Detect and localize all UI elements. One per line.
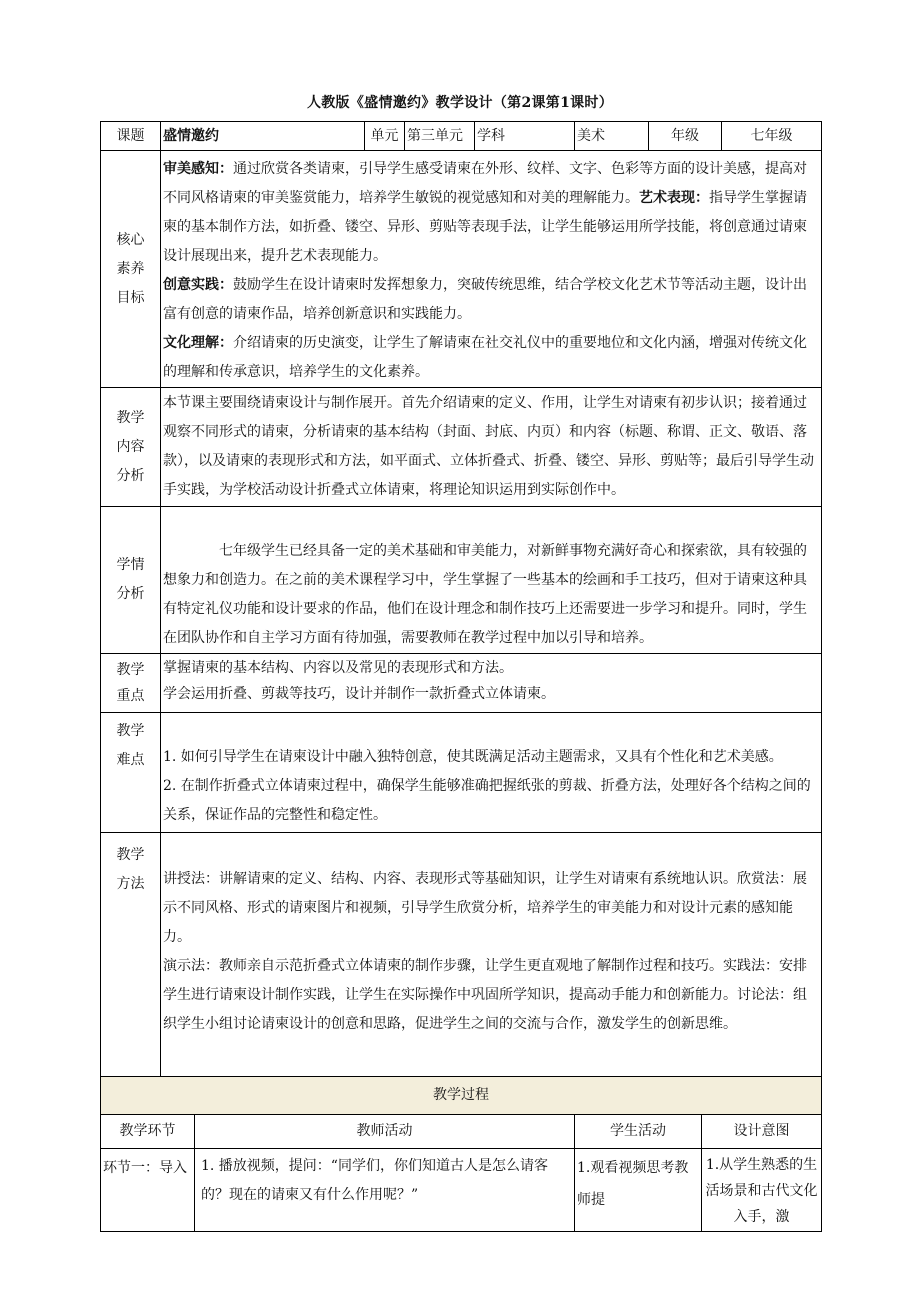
aesthetic-text: 通过欣赏各类请柬，引导学生感受请柬在外形、纹样、文字、色彩等方面的设计美感，提高对不同风格请柬的审美鉴赏能力，培养学生敏锐的视觉感知和对美的理解能力。 <box>163 161 807 206</box>
unit-label: 单元 <box>365 122 405 151</box>
column-header: 学生活动 <box>575 1115 702 1149</box>
methods-label-line: 教学 <box>116 847 145 863</box>
culture-paragraph <box>163 329 819 387</box>
difficulties-row <box>101 713 822 833</box>
creative-heading: 创意实践： <box>163 277 233 293</box>
teacher-activity-cell: 1. 播放视频，提问：“同学们，你们知道古人是怎么请客的？现在的请柬又有什么作用呢？” <box>195 1149 575 1232</box>
grade-label: 年级 <box>649 122 722 151</box>
difficulty-label-line: 难点 <box>116 752 145 768</box>
art-heading: 艺术表现： <box>639 190 709 206</box>
key-point-item: 掌握请柬的基本结构、内容以及常见的表现形式和方法。 <box>163 660 513 676</box>
subject-value: 美术 <box>575 122 649 151</box>
student-analysis-label <box>101 507 161 654</box>
difficulty-label-line: 教学 <box>116 723 145 739</box>
core-label-line: 目标 <box>116 289 145 306</box>
key-points-content <box>161 654 822 713</box>
aesthetic-heading: 审美感知： <box>163 161 233 177</box>
grade-value: 七年级 <box>722 122 822 151</box>
methods-paragraph: 讲授法：讲解请柬的定义、结构、内容、表现形式等基础知识，让学生对请柬有系统地认识。欣赏法：展示不同风格、形式的请柬图片和视频，引导学生欣赏分析，培养学生的审美能力和对设计元素的感知能力。 <box>163 871 807 945</box>
column-header: 教师活动 <box>195 1115 575 1149</box>
subject-label: 学科 <box>475 122 575 151</box>
topic-value: 盛情邀约 <box>161 122 365 151</box>
core-goals-row <box>101 151 822 388</box>
methods-label <box>101 833 161 1077</box>
student-analysis-text: 七年级学生已经具备一定的美术基础和审美能力，对新鲜事物充满好奇心和探索欲，具有较强的想象力和创造力。在之前的美术课程学习中，学生掌握了一些基本的绘画和手工技巧，但对于请柬这种具有特定礼仪功能和设计要求的作品，他们在设计理念和制作技巧上还需要进一步学习和提升。同时，学生在团队协作和自主学习方面有待加强，需要教师在教学过程中加以引导和培养。 <box>161 507 822 654</box>
culture-heading: 文化理解： <box>163 335 233 351</box>
difficulty-item: 1. 如何引导学生在请柬设计中融入独特创意，使其既满足活动主题需求，又具有个性化和艺术美感。 <box>163 749 783 765</box>
difficulties-label <box>101 713 161 833</box>
key-label-line: 教学 <box>116 662 145 678</box>
content-label-line: 教学 <box>116 409 145 426</box>
process-row <box>101 1149 822 1232</box>
core-label-line: 素养 <box>116 260 145 277</box>
process-header-row <box>101 1115 822 1149</box>
content-label-line: 分析 <box>116 467 145 484</box>
culture-text: 介绍请柬的历史演变，让学生了解请柬在社交礼仪中的重要地位和文化内涵，增强对传统文化的理解和传承意识，培养学生的文化素养。 <box>163 335 807 380</box>
methods-paragraph: 演示法：教师亲自示范折叠式立体请柬的制作步骤，让学生更直观地了解制作过程和技巧。实践法：安排学生进行请柬设计制作实践，让学生在实际操作中巩固所学知识，提高动手能力和创新能力。讨论法：组织学生小组讨论请柬设计的创意和思路，促进学生之间的交流与合作，激发学生的创新思维。 <box>163 958 807 1032</box>
process-title: 教学过程 <box>101 1077 822 1115</box>
creative-text: 鼓励学生在设计请柬时发挥想象力，突破传统思维，结合学校文化艺术节等活动主题，设计出富有创意的请柬作品，培养创新意识和实践能力。 <box>163 277 807 322</box>
document-title: 人教版《盛情邀约》教学设计（第2课第1课时） <box>306 95 614 111</box>
core-label-line: 核心 <box>116 231 145 248</box>
creative-paragraph <box>163 271 819 329</box>
student-label-line: 学情 <box>116 557 145 573</box>
header-row <box>101 122 822 151</box>
content-analysis-row <box>101 388 822 507</box>
topic-label: 课题 <box>101 122 161 151</box>
key-points-row <box>101 654 822 713</box>
core-goals-label <box>101 151 161 388</box>
methods-content <box>161 833 822 1077</box>
student-label-line: 分析 <box>116 586 145 602</box>
content-label-line: 内容 <box>116 438 145 455</box>
student-activity-cell: 1.观看视频思考教师提 <box>575 1149 702 1232</box>
lesson-plan-table <box>100 121 821 1232</box>
column-header: 设计意图 <box>702 1115 822 1149</box>
art-text: 指导学生掌握请柬的基本制作方法，如折叠、镂空、异形、剪贴等表现手法，让学生能够运用所学技能，将创意通过请柬设计展现出来，提升艺术表现能力。 <box>163 190 807 264</box>
stage-cell: 环节一：导入 <box>101 1149 195 1232</box>
aesthetic-paragraph <box>163 155 819 271</box>
difficulty-item: 2. 在制作折叠式立体请柬过程中，确保学生能够准确把握纸张的剪裁、折叠方法，处理好各个结构之间的关系，保证作品的完整性和稳定性。 <box>163 778 811 823</box>
student-analysis-row <box>101 507 822 654</box>
key-label-line: 重点 <box>116 688 145 704</box>
content-analysis-text: 本节课主要围绕请柬设计与制作展开。首先介绍请柬的定义、作用，让学生对请柬有初步认识；接着通过观察不同形式的请柬，分析请柬的基本结构（封面、封底、内页）和内容（标题、称谓、正文、敬语、落款），以及请柬的表现形式和方法，如平面式、立体折叠式、折叠、镂空、异形、剪贴等；最后引导学生动手实践，为学校活动设计折叠式立体请柬，将理论知识运用到实际创作中。 <box>161 388 822 507</box>
content-analysis-label <box>101 388 161 507</box>
design-intent-cell: 1.从学生熟悉的生活场景和古代文化入手，激 <box>702 1149 822 1232</box>
core-goals-content <box>161 151 822 388</box>
unit-value: 第三单元 <box>405 122 475 151</box>
key-point-item: 学会运用折叠、剪裁等技巧，设计并制作一款折叠式立体请柬。 <box>163 686 555 702</box>
difficulties-content <box>161 713 822 833</box>
key-points-label <box>101 654 161 713</box>
methods-label-line: 方法 <box>116 876 145 892</box>
methods-row <box>101 833 822 1077</box>
process-title-row <box>101 1077 822 1115</box>
column-header: 教学环节 <box>101 1115 195 1149</box>
